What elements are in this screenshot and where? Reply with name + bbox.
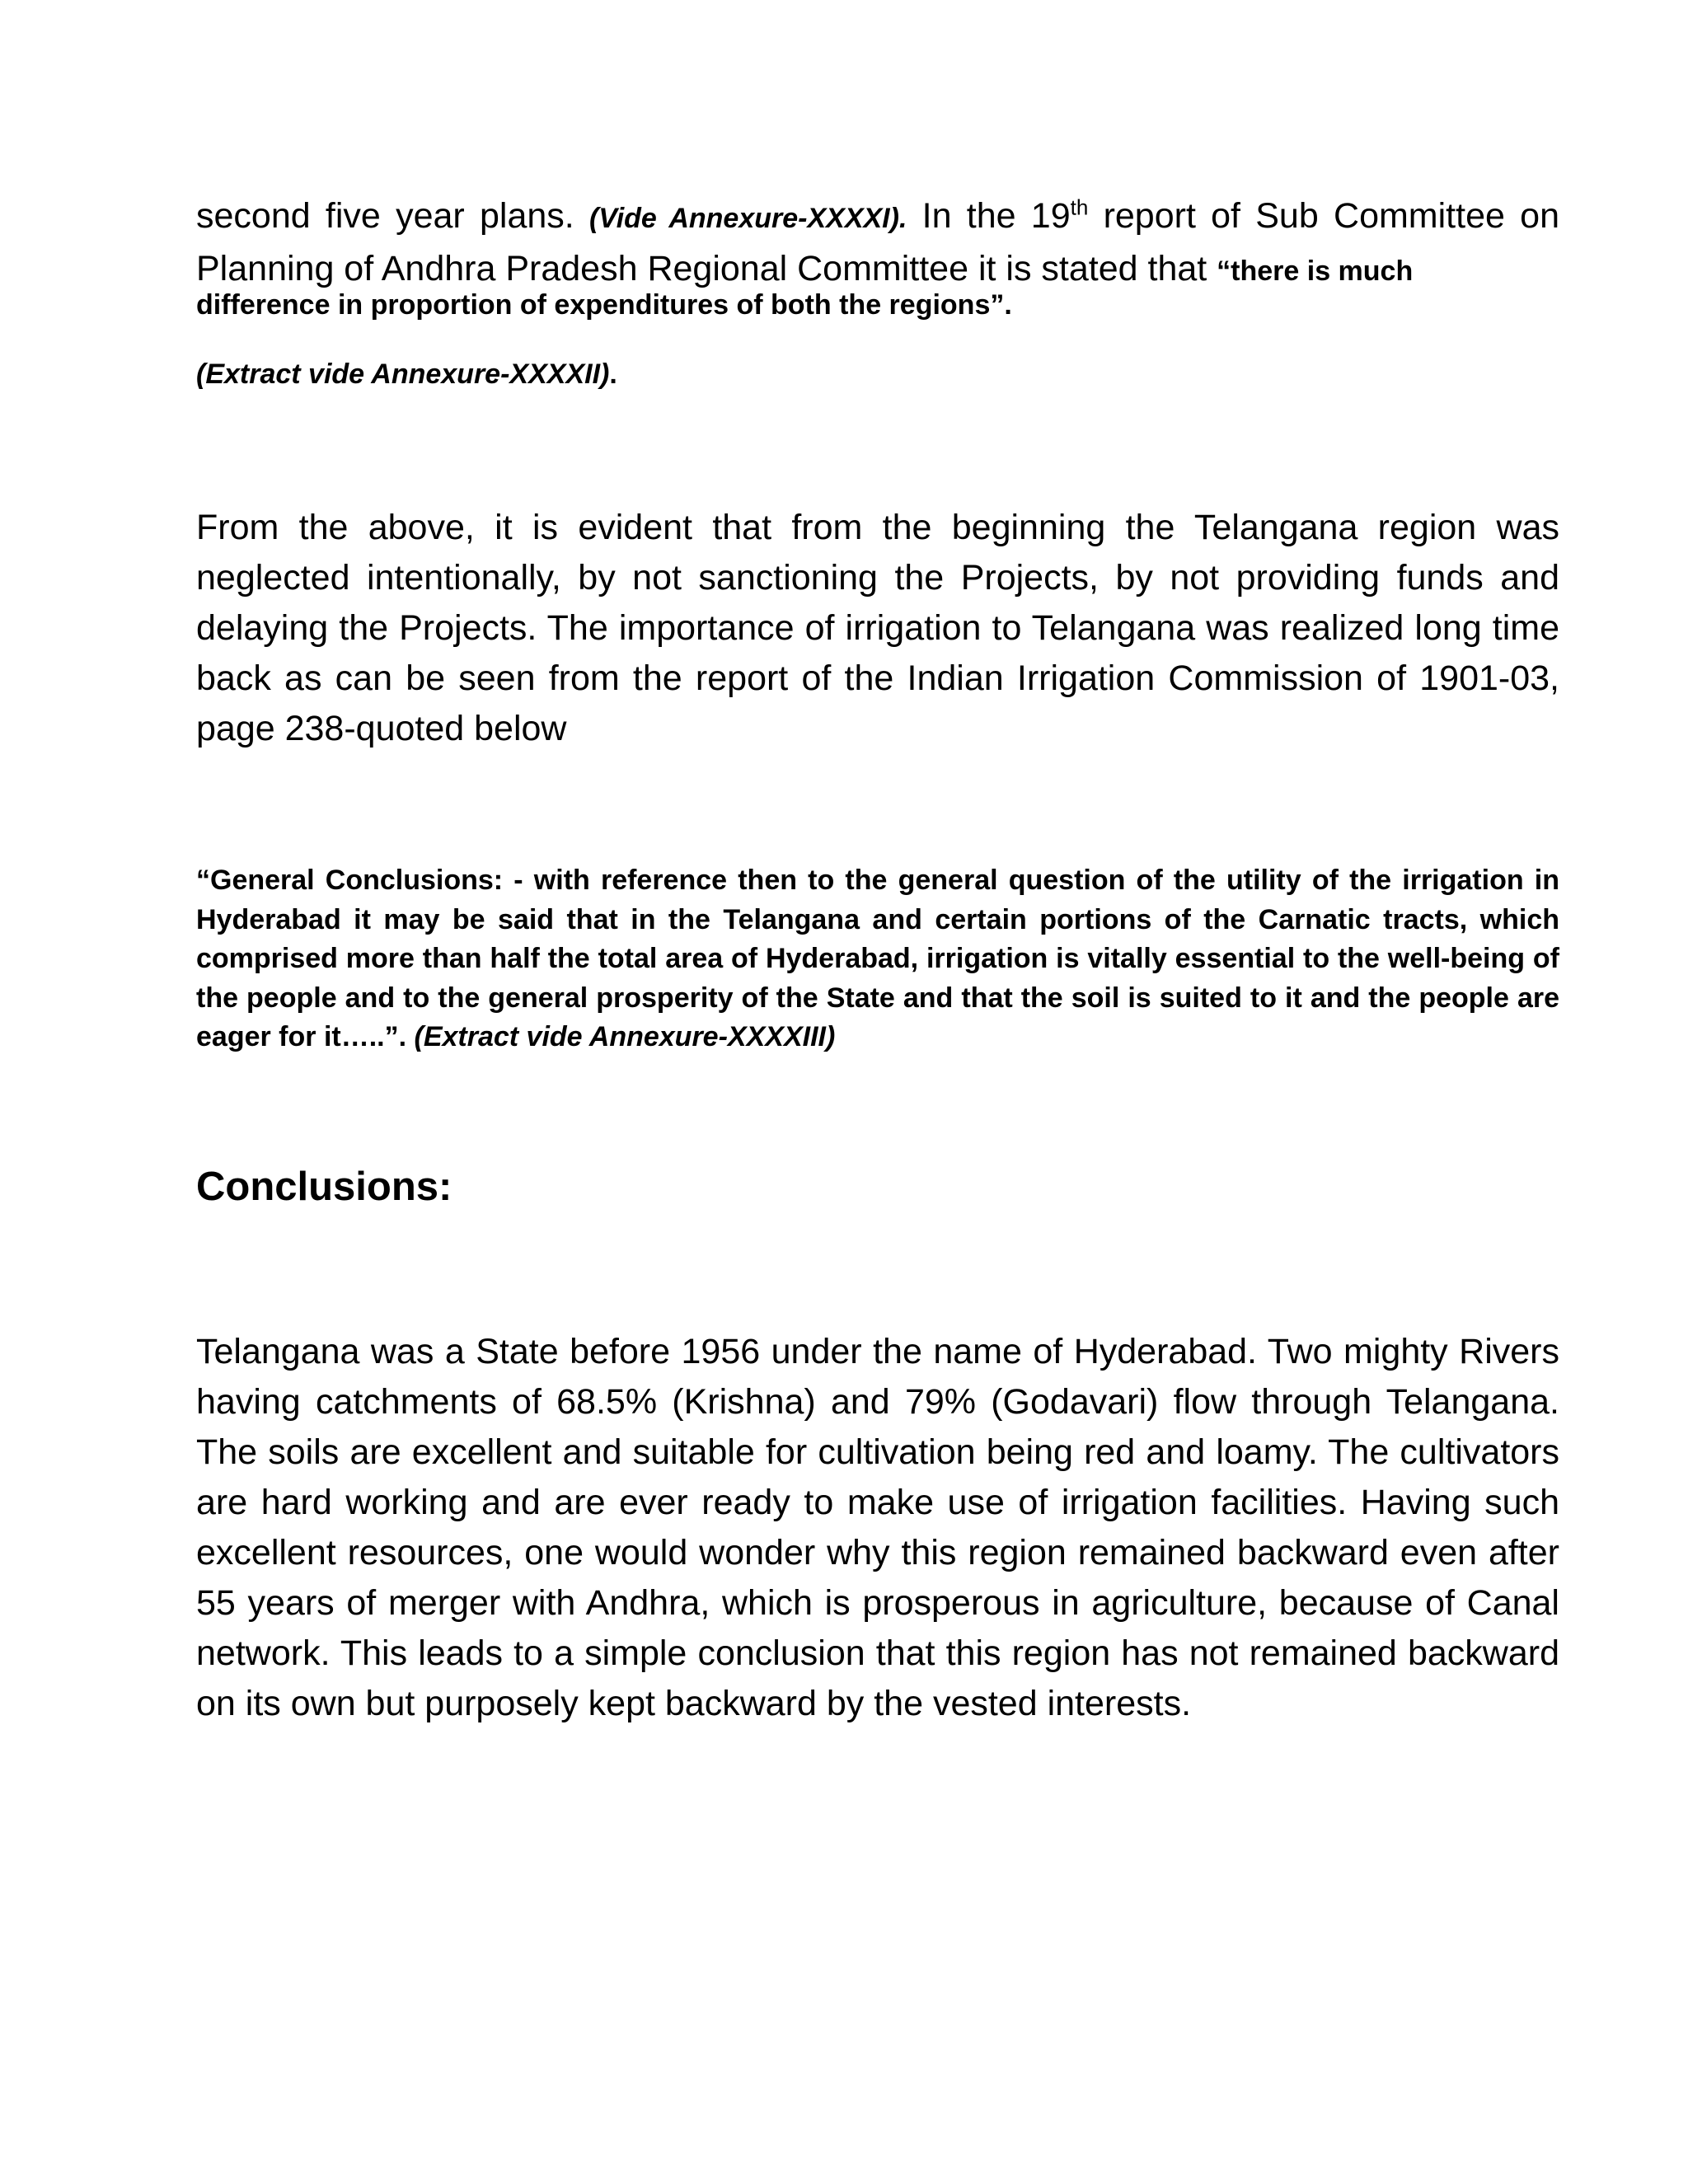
paragraph-plans	[196, 191, 1559, 297]
annexure-reference: (Extract vide Annexure-XXXXII)	[196, 359, 610, 390]
punctuation: .	[609, 359, 617, 390]
section-heading: Conclusions:	[196, 1165, 452, 1209]
text-segment: In the 19	[907, 196, 1071, 236]
ordinal-suffix: th	[1070, 194, 1089, 220]
quote-continuation: difference in proportion of expenditures of both the regions”.	[196, 289, 1012, 321]
quote-text: “General Conclusions: - with reference then to the general question of the utility of the irrigation in Hyderabad it may be said that in the Telangana and certain portions of the Carnatic tracts, which comprised more than half the total area of Hyderabad, irrigation is vitally essential to the well-being of the people and to the general prosperity of the State and that the soil is suited to it and the people are eager for it…..”.	[196, 865, 1559, 1052]
annexure-reference: (Vide Annexure-XXXXI).	[588, 203, 907, 234]
annexure-reference: (Extract vide Annexure-XXXXIII)	[414, 1021, 836, 1052]
paragraph-general-conclusions-quote	[196, 861, 1559, 1057]
paragraph-extract-reference	[196, 359, 1559, 391]
quote-start: “there is much	[1217, 255, 1414, 287]
text-segment: report of Sub Committee on Planning of Andhra Pradesh Regional Committee it is stated that	[196, 196, 1559, 288]
paragraph-conclusion: Telangana was a State before 1956 under the name of Hyderabad. Two mighty Rivers having catchments of 68.5% (Krishna) and 79% (Godavari) flow through Telangana. The soils are excellent and suitable for cultivation being red and loamy. The cultivators are hard working and are ever ready to make use of irrigation facilities. Having such excellent resources, one would wonder why this region remained backward even after 55 years of merger with Andhra, which is prosperous in agriculture, because of Canal network. This leads to a simple conclusion that this region has not remained backward on its own but purposely kept backward by the vested interests.	[196, 1332, 1559, 1723]
text-segment: second five year plans.	[196, 196, 589, 236]
paragraph-neglect: From the above, it is evident that from the beginning the Telangana region was neglected intentionally, by not sanctioning the Projects, by not providing funds and delaying the Projects. The importance of irrigation to Telangana was realized long time back as can be seen from the report of the Indian Irrigation Commission of 1901-03, page 238-quoted below	[196, 508, 1559, 748]
